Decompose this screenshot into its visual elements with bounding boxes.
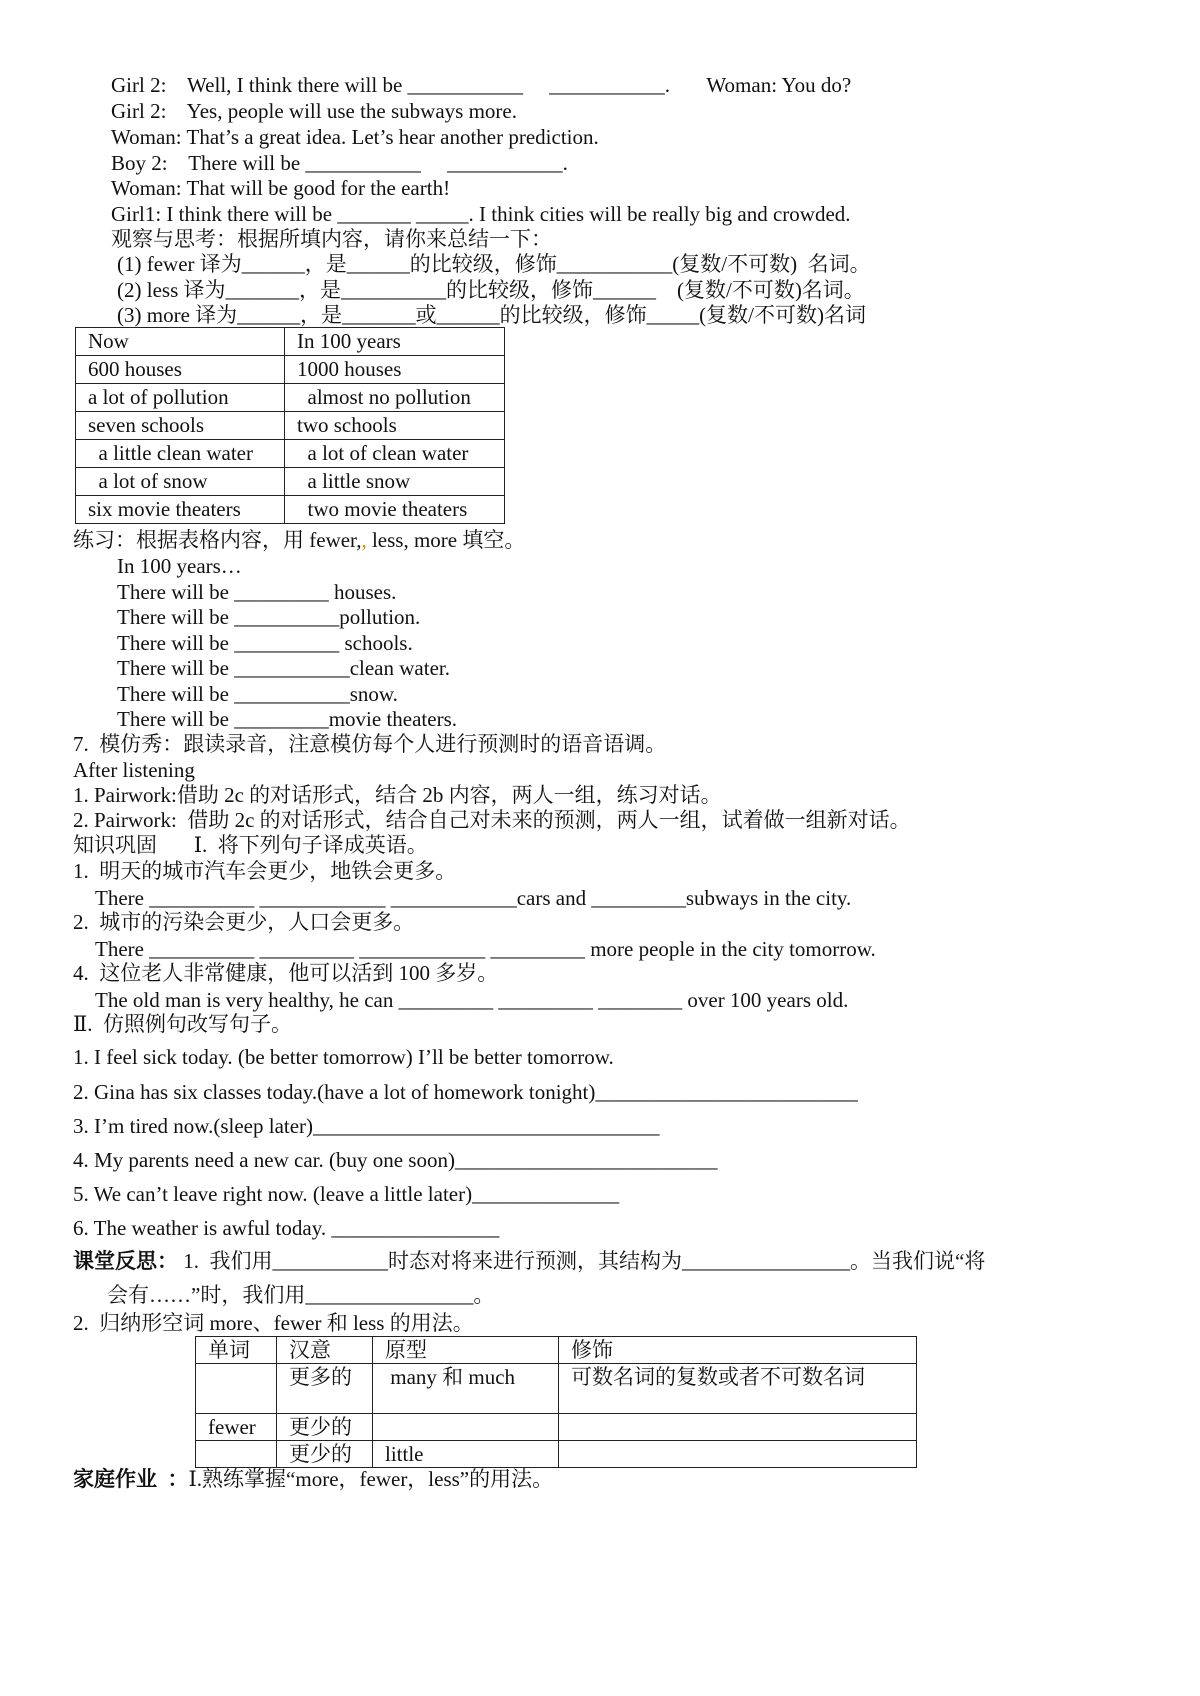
table-row — [76, 356, 505, 384]
imitate-instruction: 7. 模仿秀：跟读录音，注意模仿每个人进行预测时的语音语调。 — [73, 732, 667, 756]
table-row — [196, 1414, 917, 1441]
consolidate-title: 知识巩固 Ⅰ. 将下列句子译成英语。 — [73, 833, 428, 857]
practice-item: There will be _________ houses. — [117, 580, 397, 604]
table-cell — [559, 1414, 917, 1441]
observe-item: (1) fewer 译为______，是______的比较级，修饰___________(复数/不可数) 名词。 — [117, 252, 871, 276]
rewrite-title: Ⅱ. 仿照例句改写句子。 — [73, 1012, 293, 1036]
practice-intro: In 100 years… — [117, 554, 242, 578]
table-row — [76, 384, 505, 412]
observe-item: (2) less 译为_______，是__________的比较级，修饰______ (复数/不可数)名词。 — [117, 278, 865, 302]
rewrite-item: 4. My parents need a new car. (buy one soon)_________________________ — [73, 1148, 718, 1172]
table-cell: a lot of snow — [76, 468, 285, 496]
table-header-cell: 原型 — [373, 1337, 559, 1364]
practice-item: There will be _________movie theaters. — [117, 707, 457, 731]
dialogue-line: Girl 2: Well, I think there will be ___________ ___________. Woman: You do? — [111, 73, 852, 97]
rewrite-item: 3. I’m tired now.(sleep later)_________________________________ — [73, 1114, 660, 1138]
after-listening-heading: After listening — [73, 758, 195, 782]
table-cell: a lot of clean water — [285, 440, 505, 468]
practice-title — [73, 530, 525, 551]
table-cell: a lot of pollution — [76, 384, 285, 412]
dialogue-line: Woman: That’s a great idea. Let’s hear another prediction. — [111, 125, 599, 149]
table-header-cell: Now — [76, 328, 285, 356]
practice-item: There will be ___________snow. — [117, 682, 398, 706]
rewrite-item: 2. Gina has six classes today.(have a lot of homework tonight)_________________________ — [73, 1080, 858, 1104]
table-cell — [559, 1441, 917, 1468]
rewrite-item: 1. I feel sick today. (be better tomorrow) I’ll be better tomorrow. — [73, 1045, 614, 1069]
table-row — [196, 1441, 917, 1468]
dialogue-line: Boy 2: There will be ___________ ___________. — [111, 151, 568, 175]
table-cell: little — [373, 1441, 559, 1468]
table-cell: a little snow — [285, 468, 505, 496]
homework-line — [73, 1469, 553, 1490]
table-row — [196, 1337, 917, 1364]
practice-title-rest: less, more 填空。 — [366, 528, 526, 552]
translate-cn: 1. 明天的城市汽车会更少，地铁会更多。 — [73, 859, 457, 883]
translate-en: There __________ ____________ ____________cars and _________subways in the city. — [95, 886, 852, 910]
table-cell: many 和 much — [373, 1364, 559, 1414]
orange-dot: , — [361, 528, 367, 552]
table-cell: six movie theaters — [76, 496, 285, 524]
practice-item: There will be ___________clean water. — [117, 656, 450, 680]
pairwork-item: 2. Pairwork: 借助 2c 的对话形式，结合自己对未来的预测，两人一组，试着做一组新对话。 — [73, 808, 911, 832]
observe-title: 观察与思考：根据所填内容，请你来总结一下： — [111, 227, 552, 251]
reflection-label: 课堂反思： — [73, 1249, 178, 1273]
table-header-cell: 汉意 — [277, 1337, 373, 1364]
usage-table — [195, 1336, 917, 1468]
table-header-cell: 修饰 — [559, 1337, 917, 1364]
reflection-line: 会有……”时，我们用________________。 — [107, 1283, 495, 1307]
table-cell: 更少的 — [277, 1414, 373, 1441]
table-cell — [196, 1441, 277, 1468]
dialogue-line: Girl 2: Yes, people will use the subways more. — [111, 99, 517, 123]
reflection-text: 1. 我们用___________时态对将来进行预测，其结构为________________。当我们说“将 — [178, 1249, 986, 1273]
practice-title-text: 练习：根据表格内容，用 fewer, — [73, 528, 362, 552]
translate-cn: 4. 这位老人非常健康，他可以活到 100 多岁。 — [73, 961, 499, 985]
practice-item: There will be __________ schools. — [117, 631, 413, 655]
table-cell: two movie theaters — [285, 496, 505, 524]
table-header-cell: 单词 — [196, 1337, 277, 1364]
table-cell: a little clean water — [76, 440, 285, 468]
dialogue-line: Woman: That will be good for the earth! — [111, 176, 451, 200]
table-cell: fewer — [196, 1414, 277, 1441]
table-row — [76, 468, 505, 496]
compare-table — [75, 327, 505, 524]
translate-en: The old man is very healthy, he can _________ _________ ________ over 100 years old. — [95, 988, 849, 1012]
table-row — [76, 328, 505, 356]
homework-text: Ⅰ.熟练掌握“more，fewer，less”的用法。 — [188, 1467, 554, 1491]
table-cell: 更少的 — [277, 1441, 373, 1468]
translate-cn: 2. 城市的污染会更少，人口会更多。 — [73, 910, 415, 934]
table-row — [76, 496, 505, 524]
table-cell — [373, 1414, 559, 1441]
reflection-item: 2. 归纳形空词 more、fewer 和 less 的用法。 — [73, 1311, 474, 1335]
table-cell — [196, 1364, 277, 1414]
table-row — [76, 412, 505, 440]
dialogue-line: Girl1: I think there will be _______ _____. I think cities will be really big and crowded. — [111, 202, 851, 226]
table-cell: almost no pollution — [285, 384, 505, 412]
practice-item: There will be __________pollution. — [117, 605, 421, 629]
homework-label: 家庭作业 ： — [73, 1467, 189, 1491]
pairwork-item: 1. Pairwork:借助 2c 的对话形式，结合 2b 内容，两人一组，练习对话。 — [73, 783, 722, 807]
table-cell: 1000 houses — [285, 356, 505, 384]
table-cell: 更多的 — [277, 1364, 373, 1414]
table-cell: two schools — [285, 412, 505, 440]
table-header-cell: In 100 years — [285, 328, 505, 356]
table-row — [196, 1364, 917, 1414]
table-cell: 600 houses — [76, 356, 285, 384]
observe-item: (3) more 译为______，是_______或______的比较级，修饰_____(复数/不可数)名词 — [117, 303, 866, 327]
table-cell: seven schools — [76, 412, 285, 440]
translate-en: There __________ _________ ____________ _________ more people in the city tomorrow. — [95, 937, 876, 961]
table-row — [76, 440, 505, 468]
table-cell: 可数名词的复数或者不可数名词 — [559, 1364, 917, 1414]
reflection-line — [73, 1251, 985, 1272]
rewrite-item: 6. The weather is awful today. ________________ — [73, 1216, 500, 1240]
rewrite-item: 5. We can’t leave right now. (leave a little later)______________ — [73, 1182, 620, 1206]
